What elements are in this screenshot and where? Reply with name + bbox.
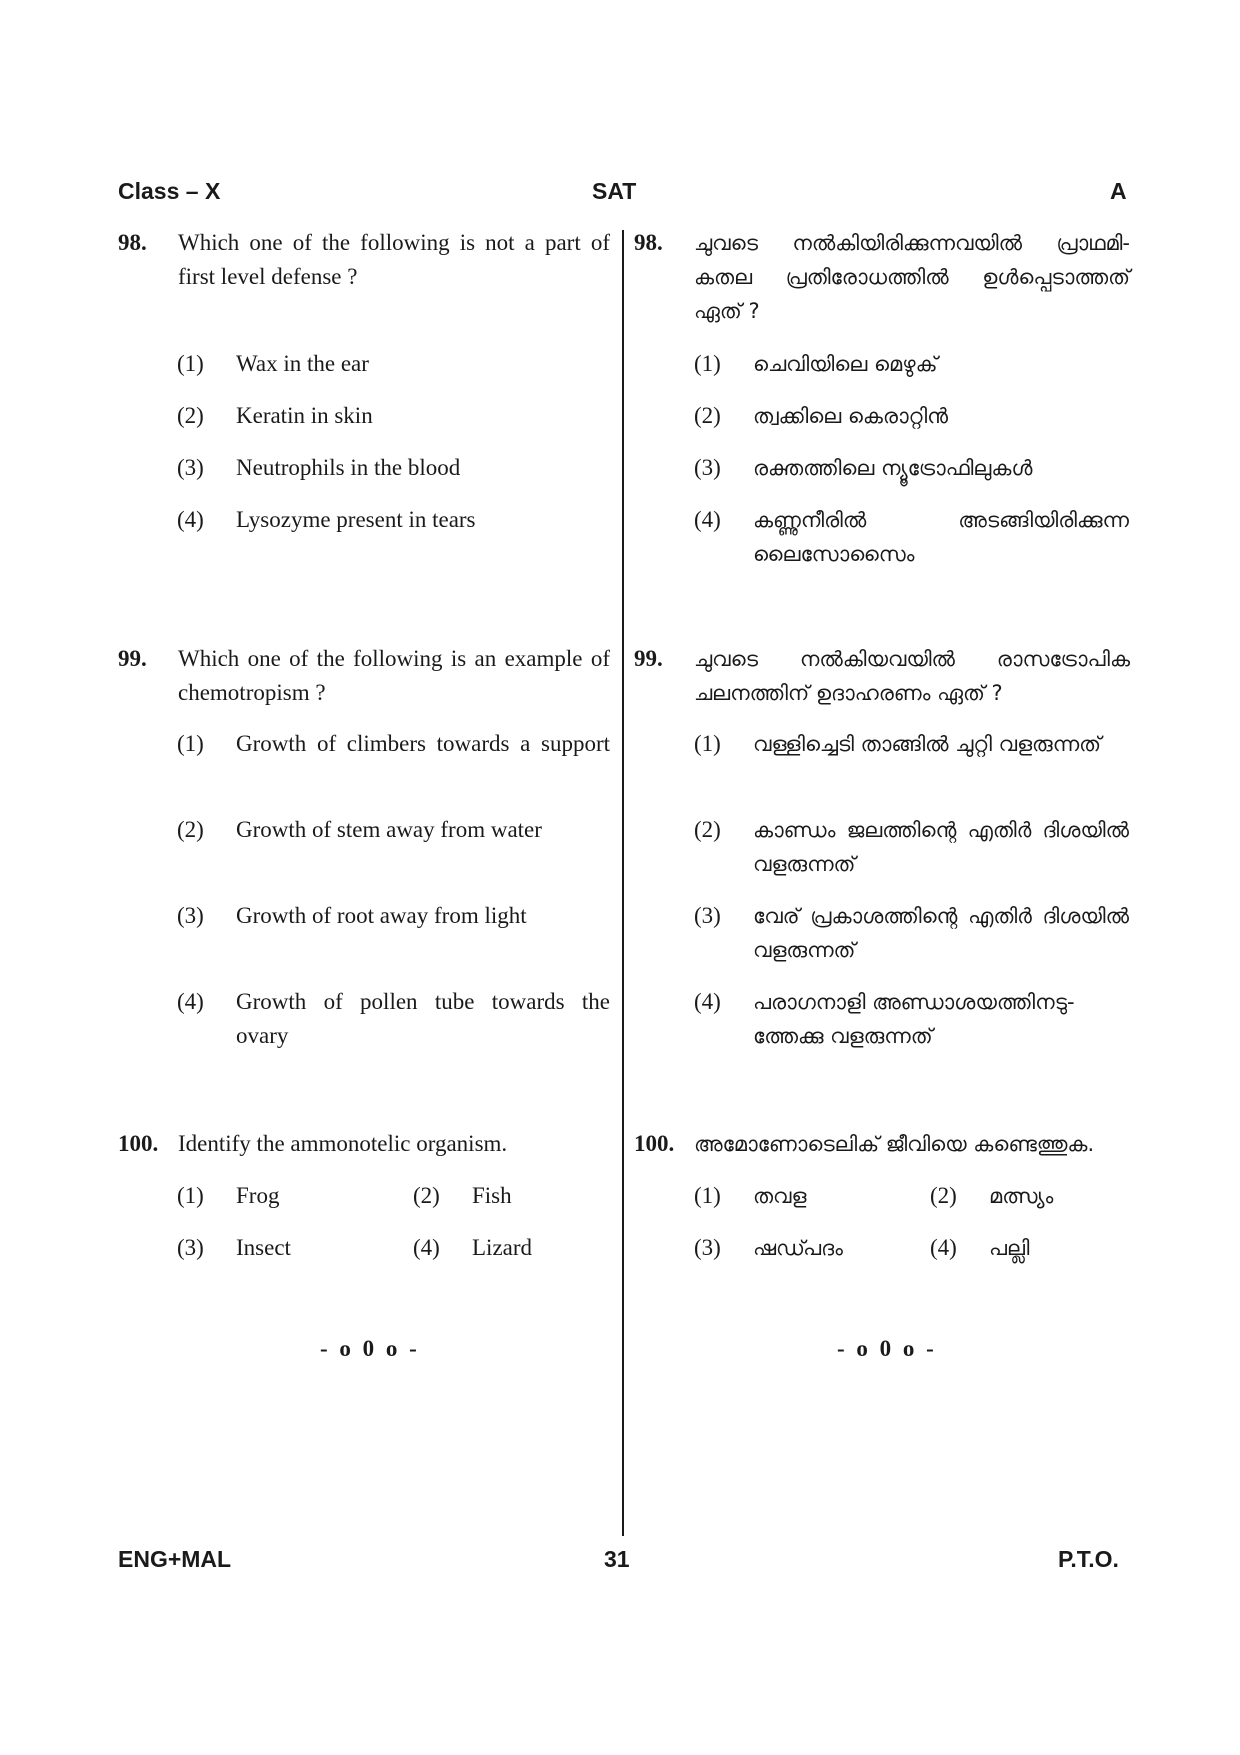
option-text: Keratin in skin xyxy=(236,403,373,428)
option-number: (1) xyxy=(694,1183,721,1208)
option-text: വേര് പ്രകാശത്തിന്റെ എതിർ ദിശയിൽ വളരുന്നത് xyxy=(753,904,1129,962)
option-text: Frog xyxy=(236,1183,280,1208)
option-number: (1) xyxy=(694,731,721,756)
footer-pto: P.T.O. xyxy=(1058,1546,1119,1572)
option-number: (2) xyxy=(694,817,721,842)
option-text: Insect xyxy=(236,1235,291,1260)
option-text: Growth of stem away from water xyxy=(236,817,542,842)
question-stem: ചുവടെ നൽകിയവയിൽ രാസട്രോപിക ചലനത്തിന് ഉദാഹരണം ഏത് ? xyxy=(694,647,1130,705)
option-text: കാണ്ഡം ജലത്തിന്റെ എതിർ ദിശയിൽ വളരുന്നത് xyxy=(753,818,1129,876)
option-number: (1) xyxy=(177,731,204,756)
header-exam: SAT xyxy=(592,178,637,204)
option-text: ത്വക്കിലെ കെരാറ്റിൻ xyxy=(753,404,949,428)
option-number: (2) xyxy=(177,403,204,428)
question-stem: Identify the ammonotelic organism. xyxy=(178,1131,508,1156)
question-number: 98. xyxy=(634,230,663,255)
option-number: (3) xyxy=(177,903,204,928)
question-number: 98. xyxy=(118,230,147,255)
option-text: Growth of climbers towards a support xyxy=(236,731,610,756)
header-version: A xyxy=(1110,178,1127,204)
option-text: ചെവിയിലെ മെഴുക് xyxy=(753,352,938,376)
footer-language: ENG+MAL xyxy=(118,1546,232,1572)
option-number: (4) xyxy=(177,989,204,1014)
option-number: (4) xyxy=(694,507,721,532)
question-stem: ചുവടെ നൽകിയിരിക്കുന്നവയിൽ പ്രാഥമി- കതല പ്രതിരോധത്തിൽ ഉൾപ്പെടാത്തത് ഏത് ? xyxy=(694,231,1130,323)
option-text: വള്ളിച്ചെടി താങ്ങിൽ ചുറ്റി വളരുന്നത് xyxy=(753,732,1102,756)
option-text: Growth of root away from light xyxy=(236,903,527,928)
option-text: Wax in the ear xyxy=(236,351,369,376)
option-text: രക്തത്തിലെ ന്യൂട്രോഫിലുകൾ xyxy=(753,456,1033,480)
option-text: കണ്ണുനീരിൽ അടങ്ങിയിരിക്കുന്ന ലൈസോസൈം xyxy=(753,508,1129,566)
page-number: 31 xyxy=(604,1546,630,1572)
option-number: (3) xyxy=(177,1235,204,1260)
end-mark-ml: - o 0 o - xyxy=(837,1336,937,1361)
option-text: Neutrophils in the blood xyxy=(236,455,461,480)
option-number: (2) xyxy=(694,403,721,428)
option-number: (4) xyxy=(694,989,721,1014)
question-number: 100. xyxy=(118,1131,159,1156)
option-text: മത്സ്യം xyxy=(989,1184,1054,1208)
option-text: പരാഗനാളി അണ്ഡാശയത്തിനടു- ത്തേക്കു വളരുന്നത് xyxy=(753,990,1075,1048)
question-number: 99. xyxy=(118,646,147,671)
option-number: (2) xyxy=(177,817,204,842)
question-stem: Which one of the following is not a part of first level defense ? xyxy=(178,230,610,289)
option-number: (2) xyxy=(413,1183,440,1208)
option-number: (3) xyxy=(177,455,204,480)
option-text: Growth of pollen tube towards the ovary xyxy=(236,989,610,1048)
option-number: (3) xyxy=(694,903,721,928)
option-number: (3) xyxy=(694,455,721,480)
question-number: 100. xyxy=(634,1131,675,1156)
option-number: (3) xyxy=(694,1235,721,1260)
option-number: (4) xyxy=(177,507,204,532)
option-text: തവള xyxy=(753,1184,807,1208)
header-class: Class – X xyxy=(118,178,221,204)
option-text: Fish xyxy=(472,1183,512,1208)
end-mark-en: - o 0 o - xyxy=(320,1336,420,1361)
option-text: Lysozyme present in tears xyxy=(236,507,476,532)
option-number: (2) xyxy=(930,1183,957,1208)
question-stem: അമോണോടെലിക് ജീവിയെ കണ്ടെത്തുക. xyxy=(694,1132,1095,1156)
question-number: 99. xyxy=(634,646,663,671)
question-stem: Which one of the following is an example of chemotropism ? xyxy=(178,646,610,705)
option-number: (1) xyxy=(694,351,721,376)
option-text: Lizard xyxy=(472,1235,533,1260)
column-divider xyxy=(622,230,624,1536)
option-number: (1) xyxy=(177,351,204,376)
option-text: ഷഡ്പദം xyxy=(753,1236,843,1260)
option-number: (4) xyxy=(930,1235,957,1260)
option-number: (1) xyxy=(177,1183,204,1208)
option-text: പല്ലി xyxy=(989,1236,1030,1260)
option-number: (4) xyxy=(413,1235,440,1260)
